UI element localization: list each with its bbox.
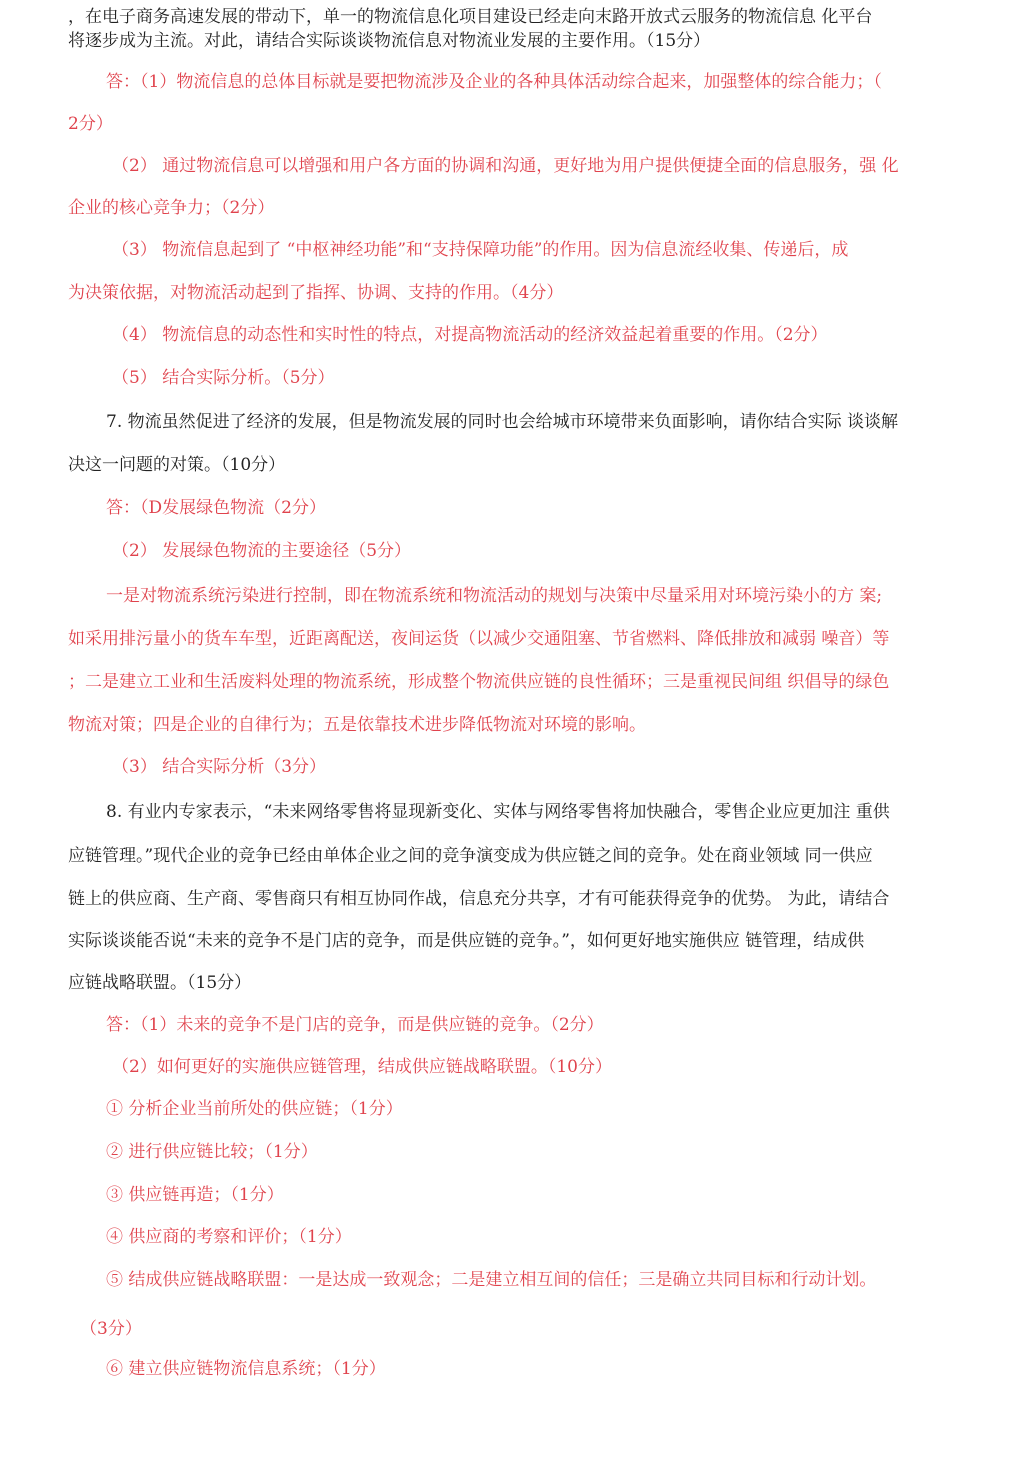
q7-question-line-2: 决这一问题的对策。（10分） [68,455,286,475]
q6-answer-5: （5） 结合实际分析。（5分） [112,368,335,388]
q7-answer-detail-line-2: 如采用排污量小的货车车型，近距离配送，夜间运货（以减少交通阻塞、节省燃料、降低排放和减弱 噪音）等 [68,629,890,649]
q8-answer-1: 答：（1）未来的竞争不是门店的竞争，而是供应链的竞争。（2分） [106,1015,604,1035]
q8-step-2: ② 进行供应链比较；（1分） [106,1142,318,1162]
q7-answer-detail-line-3: ；二是建立工业和生活废料处理的物流系统，形成整个物流供应链的良性循环；三是重视民间组 织倡导的绿色 [68,672,890,692]
q8-step-5-score: （3分） [80,1319,142,1339]
q7-question-line-1: 7. 物流虽然促进了经济的发展，但是物流发展的同时也会给城市环境带来负面影响，请你结合实际 谈谈解 [106,412,899,432]
q8-question-line-5: 应链战略联盟。（15分） [68,973,252,993]
q8-step-4: ④ 供应商的考察和评价；（1分） [106,1227,352,1247]
q8-question-line-3: 链上的供应商、生产商、零售商只有相互协同作战，信息充分共享，才有可能获得竞争的优势。 为此，请结合 [68,889,890,909]
q7-answer-3: （3） 结合实际分析（3分） [112,757,327,777]
q6-answer-1-line-2: 2分） [68,114,113,134]
q6-question-line-2: 将逐步成为主流。对此，请结合实际谈谈物流信息对物流业发展的主要作用。（15分） [68,31,711,51]
q8-step-5: ⑤ 结成供应链战略联盟：一是达成一致观念；二是建立相互间的信任；三是确立共同目标和行动计划。 [106,1270,877,1290]
q7-answer-detail-line-4: 物流对策；四是企业的自律行为；五是依靠技术进步降低物流对环境的影响。 [68,715,646,735]
q6-answer-2-line-1: （2） 通过物流信息可以增强和用户各方面的协调和沟通，更好地为用户提供便捷全面的信息服务，强 化 [112,156,899,176]
q6-question-line-1: ，在电子商务高速发展的带动下，单一的物流信息化项目建设已经走向末路开放式云服务的物流信息 化平台 [68,7,873,27]
q6-answer-3-line-1: （3） 物流信息起到了 “中枢神经功能”和“支持保障功能”的作用。因为信息流经收集、传递后，成 [112,240,849,260]
q6-answer-4: （4） 物流信息的动态性和实时性的特点，对提高物流活动的经济效益起着重要的作用。（2分） [112,325,828,345]
q8-question-line-2: 应链管理。”现代企业的竞争已经由单体企业之间的竞争演变成为供应链之间的竞争。处在商业领域 同一供应 [68,846,873,866]
q6-answer-3-line-2: 为决策依据，对物流活动起到了指挥、协调、支持的作用。（4分） [68,283,564,303]
q7-answer-detail-line-1: 一是对物流系统污染进行控制，即在物流系统和物流活动的规划与决策中尽量采用对环境污染小的方 案; [106,586,883,606]
q6-answer-1-line-1: 答：（1）物流信息的总体目标就是要把物流涉及企业的各种具体活动综合起来，加强整体的综合能力；（ [106,72,882,92]
q8-step-1: ① 分析企业当前所处的供应链；（1分） [106,1099,403,1119]
q8-step-6: ⑥ 建立供应链物流信息系统；（1分） [106,1359,386,1379]
q8-question-line-1: 8. 有业内专家表示，“未来网络零售将显现新变化、实体与网络零售将加快融合，零售企业应更加注 重供 [106,802,890,822]
q7-answer-2: （2） 发展绿色物流的主要途径（5分） [112,541,412,561]
q7-answer-1: 答：（D发展绿色物流（2分） [106,498,326,518]
q6-answer-2-line-2: 企业的核心竞争力；（2分） [68,198,275,218]
q8-step-3: ③ 供应链再造；（1分） [106,1185,284,1205]
q8-question-line-4: 实际谈谈能否说“未来的竞争不是门店的竞争，而是供应链的竞争。”，如何更好地实施供应 链管理，结成供 [68,931,865,951]
q8-answer-2: （2）如何更好的实施供应链管理，结成供应链战略联盟。（10分） [112,1057,612,1077]
